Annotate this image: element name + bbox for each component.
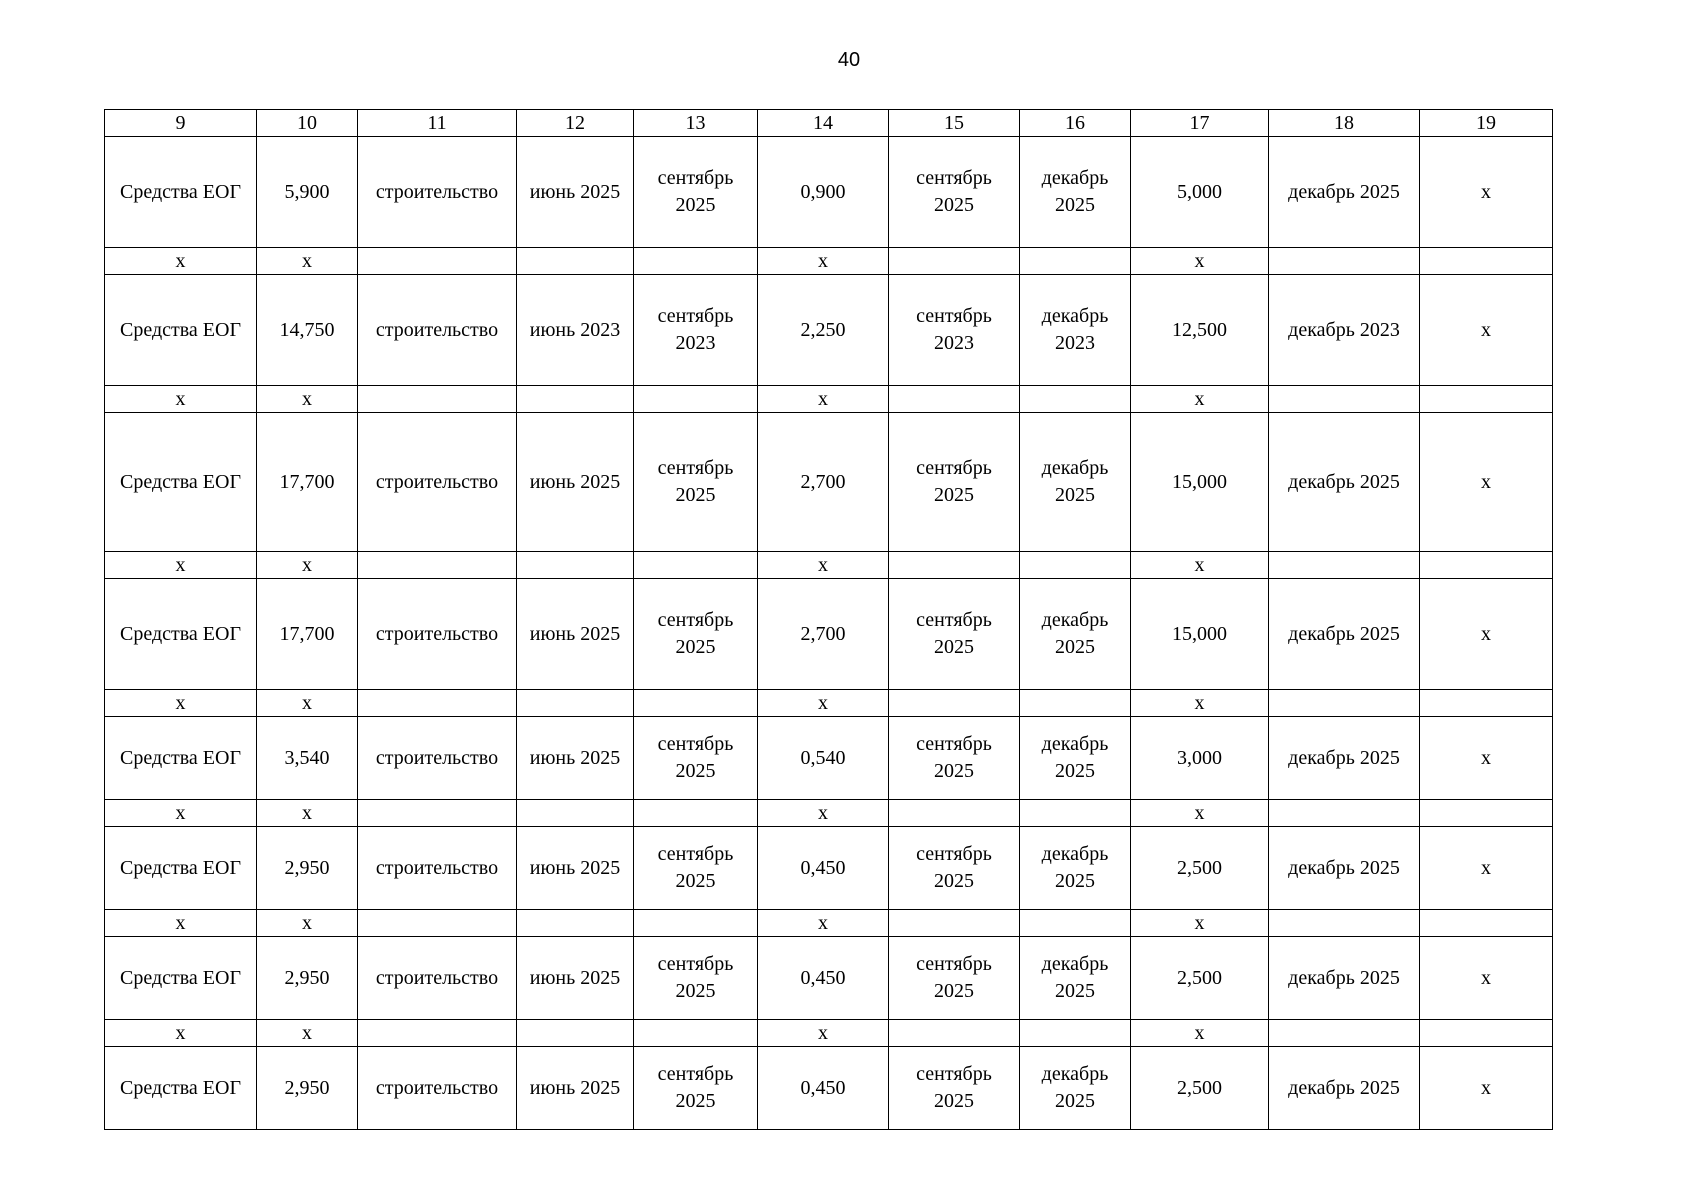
table-cell xyxy=(1020,552,1131,579)
table-cell: июнь 2025 xyxy=(517,937,634,1020)
table-cell xyxy=(358,386,517,413)
table-cell: декабрь 2025 xyxy=(1020,137,1131,248)
table-cell: х xyxy=(1131,910,1269,937)
table-row xyxy=(105,937,1553,1020)
table-cell: декабрь 2025 xyxy=(1020,827,1131,910)
table-cell: сентябрь 2025 xyxy=(889,413,1020,552)
table-cell: х xyxy=(105,248,257,275)
table-cell xyxy=(1020,248,1131,275)
table-cell: х xyxy=(1131,248,1269,275)
table-cell: Средства ЕОГ xyxy=(105,937,257,1020)
table-cell: Средства ЕОГ xyxy=(105,827,257,910)
table-cell xyxy=(1269,552,1420,579)
table-cell: сентябрь 2025 xyxy=(889,717,1020,800)
table-cell: 2,700 xyxy=(758,413,889,552)
column-number: 12 xyxy=(517,110,634,137)
table-cell: х xyxy=(758,1020,889,1047)
table-cell: х xyxy=(257,800,358,827)
table-cell: 2,500 xyxy=(1131,1047,1269,1130)
table-row-x xyxy=(105,800,1553,827)
table-cell: сентябрь 2025 xyxy=(634,413,758,552)
table-cell: Средства ЕОГ xyxy=(105,137,257,248)
table-cell: 3,540 xyxy=(257,717,358,800)
table-cell: 2,250 xyxy=(758,275,889,386)
table-cell: х xyxy=(257,248,358,275)
table-cell: строительство xyxy=(358,413,517,552)
table-cell: декабрь 2025 xyxy=(1020,717,1131,800)
table-cell: 5,000 xyxy=(1131,137,1269,248)
table-cell: декабрь 2025 xyxy=(1020,937,1131,1020)
table-cell: 2,700 xyxy=(758,579,889,690)
table-cell: Средства ЕОГ xyxy=(105,275,257,386)
table-cell: 2,950 xyxy=(257,1047,358,1130)
table-cell: декабрь 2025 xyxy=(1020,413,1131,552)
table-cell: х xyxy=(105,386,257,413)
table-cell: июнь 2025 xyxy=(517,827,634,910)
table-cell xyxy=(358,690,517,717)
table-cell xyxy=(517,248,634,275)
table-cell: 12,500 xyxy=(1131,275,1269,386)
table-cell: х xyxy=(257,690,358,717)
table-cell xyxy=(358,800,517,827)
table-cell: сентябрь 2025 xyxy=(889,827,1020,910)
table-cell: х xyxy=(257,1020,358,1047)
table-cell: 5,900 xyxy=(257,137,358,248)
page-number: 40 xyxy=(837,49,861,71)
table-cell: сентябрь 2025 xyxy=(889,137,1020,248)
table-cell: сентябрь 2025 xyxy=(889,579,1020,690)
table-cell: х xyxy=(105,552,257,579)
table-cell xyxy=(1420,552,1553,579)
table-cell xyxy=(1020,1020,1131,1047)
table-cell xyxy=(634,248,758,275)
column-number: 18 xyxy=(1269,110,1420,137)
table-cell xyxy=(1020,690,1131,717)
table-cell: х xyxy=(1420,1047,1553,1130)
table-cell: сентябрь 2023 xyxy=(889,275,1020,386)
table-cell: Средства ЕОГ xyxy=(105,579,257,690)
table-cell: сентябрь 2025 xyxy=(634,137,758,248)
table-cell: х xyxy=(105,690,257,717)
table-row-x xyxy=(105,910,1553,937)
column-number: 19 xyxy=(1420,110,1553,137)
table-cell: декабрь 2025 xyxy=(1269,717,1420,800)
table-cell xyxy=(1269,800,1420,827)
table-cell: 14,750 xyxy=(257,275,358,386)
table-cell: 3,000 xyxy=(1131,717,1269,800)
table-cell: сентябрь 2025 xyxy=(889,937,1020,1020)
table-cell: х xyxy=(758,690,889,717)
table-cell xyxy=(517,910,634,937)
table-cell: строительство xyxy=(358,937,517,1020)
table-cell: х xyxy=(105,1020,257,1047)
table-cell xyxy=(634,800,758,827)
table-cell: сентябрь 2023 xyxy=(634,275,758,386)
table-cell: х xyxy=(1420,137,1553,248)
column-number-row xyxy=(105,110,1553,137)
table-cell: х xyxy=(1420,937,1553,1020)
table-cell xyxy=(1420,248,1553,275)
table-cell: х xyxy=(1131,1020,1269,1047)
table-cell xyxy=(1269,690,1420,717)
table-cell: 15,000 xyxy=(1131,579,1269,690)
table-cell: июнь 2025 xyxy=(517,413,634,552)
table-cell: строительство xyxy=(358,827,517,910)
table-cell xyxy=(1269,248,1420,275)
table-cell: сентябрь 2025 xyxy=(634,1047,758,1130)
table-cell: декабрь 2025 xyxy=(1269,1047,1420,1130)
table-cell: х xyxy=(758,386,889,413)
table-cell xyxy=(517,800,634,827)
table-cell: декабрь 2025 xyxy=(1020,1047,1131,1130)
table-cell: х xyxy=(758,248,889,275)
table-cell: 0,450 xyxy=(758,937,889,1020)
table-cell: Средства ЕОГ xyxy=(105,717,257,800)
column-number: 16 xyxy=(1020,110,1131,137)
table-cell: 0,540 xyxy=(758,717,889,800)
table-cell: 17,700 xyxy=(257,413,358,552)
table-cell: сентябрь 2025 xyxy=(634,579,758,690)
table-cell: 2,950 xyxy=(257,827,358,910)
table-row-x xyxy=(105,386,1553,413)
table-cell xyxy=(517,1020,634,1047)
table-row-x xyxy=(105,248,1553,275)
table-cell: х xyxy=(257,552,358,579)
table-cell xyxy=(1420,690,1553,717)
table-cell: 2,950 xyxy=(257,937,358,1020)
table-cell: июнь 2025 xyxy=(517,579,634,690)
table-row xyxy=(105,137,1553,248)
table-cell: 2,500 xyxy=(1131,937,1269,1020)
table-cell xyxy=(1020,800,1131,827)
table-cell: х xyxy=(1420,413,1553,552)
table-cell xyxy=(634,1020,758,1047)
table-cell xyxy=(1269,1020,1420,1047)
table-row-x xyxy=(105,1020,1553,1047)
table-cell xyxy=(634,386,758,413)
table-cell: х xyxy=(105,910,257,937)
table-cell: строительство xyxy=(358,137,517,248)
table-cell: х xyxy=(758,910,889,937)
table-cell xyxy=(889,552,1020,579)
column-number: 13 xyxy=(634,110,758,137)
column-number: 11 xyxy=(358,110,517,137)
table-row-x xyxy=(105,552,1553,579)
table-cell xyxy=(517,690,634,717)
table-cell xyxy=(889,248,1020,275)
table-cell: х xyxy=(758,552,889,579)
table-cell: х xyxy=(257,910,358,937)
table-cell: х xyxy=(1131,800,1269,827)
table-cell xyxy=(889,690,1020,717)
table-cell xyxy=(358,552,517,579)
table-cell: строительство xyxy=(358,275,517,386)
table-cell: х xyxy=(105,800,257,827)
table-row xyxy=(105,717,1553,800)
table-cell: декабрь 2023 xyxy=(1020,275,1131,386)
table-cell: х xyxy=(1420,275,1553,386)
table-row xyxy=(105,413,1553,552)
table-cell xyxy=(1420,386,1553,413)
table-row xyxy=(105,579,1553,690)
table-cell: строительство xyxy=(358,717,517,800)
table-cell: сентябрь 2025 xyxy=(889,1047,1020,1130)
table-cell xyxy=(889,910,1020,937)
table-cell: июнь 2025 xyxy=(517,717,634,800)
table-cell: х xyxy=(257,386,358,413)
table-cell xyxy=(1420,910,1553,937)
table-cell xyxy=(358,248,517,275)
table-cell: х xyxy=(1420,717,1553,800)
table-cell: х xyxy=(1131,690,1269,717)
table-cell: июнь 2023 xyxy=(517,275,634,386)
table-cell xyxy=(517,386,634,413)
table-cell xyxy=(1020,910,1131,937)
table-cell xyxy=(889,1020,1020,1047)
table-cell: декабрь 2025 xyxy=(1269,827,1420,910)
table-cell xyxy=(517,552,634,579)
table-cell: июнь 2025 xyxy=(517,1047,634,1130)
table-cell: декабрь 2025 xyxy=(1269,137,1420,248)
column-number: 15 xyxy=(889,110,1020,137)
table-row xyxy=(105,827,1553,910)
table-cell: Средства ЕОГ xyxy=(105,1047,257,1130)
column-number: 9 xyxy=(105,110,257,137)
table-row-x xyxy=(105,690,1553,717)
table-cell: 0,900 xyxy=(758,137,889,248)
table-cell: сентябрь 2025 xyxy=(634,717,758,800)
column-number: 10 xyxy=(257,110,358,137)
table-cell: декабрь 2025 xyxy=(1020,579,1131,690)
table-cell: сентябрь 2025 xyxy=(634,827,758,910)
table-cell xyxy=(1269,386,1420,413)
table-cell: строительство xyxy=(358,1047,517,1130)
table-cell: х xyxy=(1420,827,1553,910)
table-cell xyxy=(1420,800,1553,827)
table-cell: декабрь 2025 xyxy=(1269,937,1420,1020)
table-cell xyxy=(634,552,758,579)
table-cell xyxy=(634,910,758,937)
table-cell xyxy=(889,800,1020,827)
table-cell: 15,000 xyxy=(1131,413,1269,552)
schedule-table xyxy=(104,109,1553,1130)
table-cell: сентябрь 2025 xyxy=(634,937,758,1020)
table-cell: декабрь 2025 xyxy=(1269,579,1420,690)
table-cell xyxy=(634,690,758,717)
table-cell xyxy=(358,1020,517,1047)
table-cell: 17,700 xyxy=(257,579,358,690)
table-cell xyxy=(358,910,517,937)
table-row xyxy=(105,1047,1553,1130)
table-cell: Средства ЕОГ xyxy=(105,413,257,552)
table-cell xyxy=(1020,386,1131,413)
table-cell: х xyxy=(758,800,889,827)
table-cell: строительство xyxy=(358,579,517,690)
table-cell: х xyxy=(1131,552,1269,579)
column-number: 14 xyxy=(758,110,889,137)
table-cell: х xyxy=(1131,386,1269,413)
table-cell xyxy=(889,386,1020,413)
table-cell: 0,450 xyxy=(758,1047,889,1130)
table-cell: х xyxy=(1420,579,1553,690)
table-cell: декабрь 2025 xyxy=(1269,413,1420,552)
table-cell xyxy=(1420,1020,1553,1047)
table-cell xyxy=(1269,910,1420,937)
table-cell: июнь 2025 xyxy=(517,137,634,248)
table-cell: декабрь 2023 xyxy=(1269,275,1420,386)
table-cell: 2,500 xyxy=(1131,827,1269,910)
column-number: 17 xyxy=(1131,110,1269,137)
table-cell: 0,450 xyxy=(758,827,889,910)
table-row xyxy=(105,275,1553,386)
